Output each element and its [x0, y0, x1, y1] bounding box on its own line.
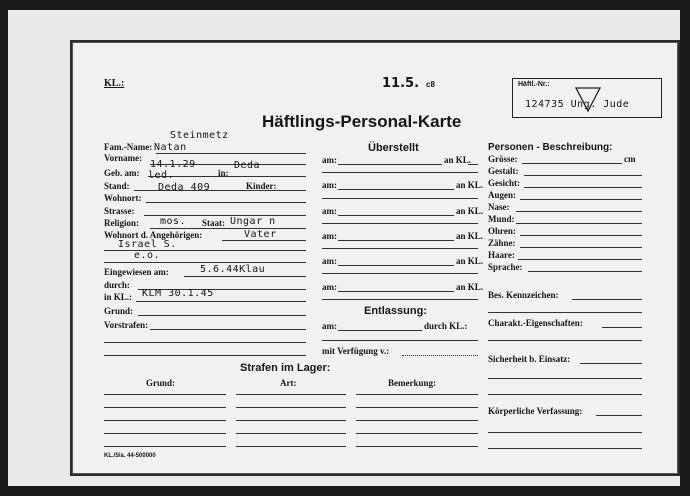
in-kl-label: in KL.: — [104, 292, 133, 302]
personen-beschreibung-header: Personen - Beschreibung: — [488, 142, 613, 153]
prisoner-number-box — [512, 78, 662, 118]
geb-in-label: in: — [218, 168, 229, 178]
description-label: Augen: — [488, 190, 517, 200]
stand-label: Stand: — [104, 181, 130, 191]
description-label: Ohren: — [488, 226, 516, 236]
eingewiesen-value: 5.6.44Klau — [200, 264, 266, 275]
transfer-an-kl-label: an KL. — [456, 180, 484, 190]
fam-name-label: Fam.-Name: — [104, 142, 153, 152]
staat-value: Ungar n — [230, 216, 276, 227]
eingewiesen-label: Eingewiesen am: — [104, 267, 169, 277]
strafen-art-label: Art: — [280, 378, 297, 388]
entlassung-header: Entlassung: — [364, 305, 427, 317]
geb-am-label: Geb. am: — [104, 168, 140, 178]
vorname-value: Natan — [154, 142, 187, 153]
grund-label: Grund: — [104, 306, 134, 316]
description-label: Mund: — [488, 214, 515, 224]
kl-label: KL.: — [104, 78, 125, 89]
card-title: Häftlings-Personal-Karte — [262, 112, 462, 131]
transfer-an-kl-label: an KL. — [444, 155, 472, 165]
koerper-label: Körperliche Verfassung: — [488, 406, 583, 416]
wohnort-angeh-label: Wohnort d. Angehörigen: — [104, 230, 203, 240]
staat-label: Staat: — [202, 218, 225, 228]
angeh-name-value: Israel S. — [118, 239, 177, 250]
transfer-am-label: am: — [322, 206, 337, 216]
description-label: Gestalt: — [488, 166, 519, 176]
date-stamp-suffix: c8 — [426, 80, 435, 89]
fam-name-value: Steinmetz — [170, 130, 229, 141]
description-label: Sprache: — [488, 262, 523, 272]
vorstrafen-label: Vorstrafen: — [104, 320, 149, 330]
sicherheit-label: Sicherheit b. Einsatz: — [488, 354, 571, 364]
prisoner-number: 124735 Ung. Jude — [525, 99, 630, 110]
religion-label: Religion: — [104, 218, 139, 228]
transfer-am-label: am: — [322, 155, 337, 165]
transfer-am-label: am: — [322, 231, 337, 241]
stand-value: led. — [148, 170, 175, 181]
transfer-am-label: am: — [322, 256, 337, 266]
charakt-label: Charakt.-Eigenschaften: — [488, 318, 583, 328]
mit-verfuegung-label: mit Verfügung v.: — [322, 346, 390, 356]
strafen-header: Strafen im Lager: — [240, 362, 331, 374]
transfer-am-label: am: — [322, 180, 337, 190]
prisoner-card — [70, 40, 680, 476]
transfer-an-kl-label: an KL. — [456, 206, 484, 216]
transfer-an-kl-label: an KL. — [456, 282, 484, 292]
haftl-nr-label: Häftl.-Nr.: — [518, 81, 550, 88]
strafen-grund-label: Grund: — [146, 378, 176, 388]
transfer-an-kl-label: an KL. — [456, 231, 484, 241]
bes-kennzeichen-label: Bes. Kennzeichen: — [488, 290, 559, 300]
strasse-label: Strasse: — [104, 206, 135, 216]
in-kl-value: KLM 30.1.45 — [142, 288, 214, 299]
inverted-triangle-icon — [575, 87, 601, 113]
description-label: Grösse: — [488, 154, 518, 164]
angeh-address-value: e.o. — [134, 250, 161, 261]
durch-label: durch: — [104, 280, 130, 290]
description-label: Zähne: — [488, 238, 516, 248]
kinder-label: Kinder: — [246, 181, 277, 191]
transfer-an-kl-label: an KL. — [456, 256, 484, 266]
wohnort-value: Deda 409 — [158, 182, 211, 193]
vorname-label: Vorname: — [104, 153, 143, 163]
transfer-am-label: am: — [322, 282, 337, 292]
ueberstellt-header: Überstellt — [368, 142, 419, 154]
description-label: Nase: — [488, 202, 510, 212]
entlassung-durch-kl-label: durch KL.: — [424, 321, 468, 331]
description-label: Haare: — [488, 250, 515, 260]
wohnort-label: Wohnort: — [104, 193, 142, 203]
geb-in-value: Deda — [234, 160, 261, 171]
geb-am-value: 14.1.29 — [150, 159, 196, 170]
religion-value: mos. — [160, 216, 187, 227]
description-label: Gesicht: — [488, 178, 520, 188]
cm-label: cm — [624, 154, 636, 164]
angeh-relation-value: Vater — [244, 229, 277, 240]
entlassung-am-label: am: — [322, 321, 337, 331]
strafen-bemerkung-label: Bemerkung: — [388, 378, 436, 388]
form-code: KL./5/a. 44-500000 — [104, 453, 156, 459]
date-stamp: 11.5. — [382, 76, 420, 91]
